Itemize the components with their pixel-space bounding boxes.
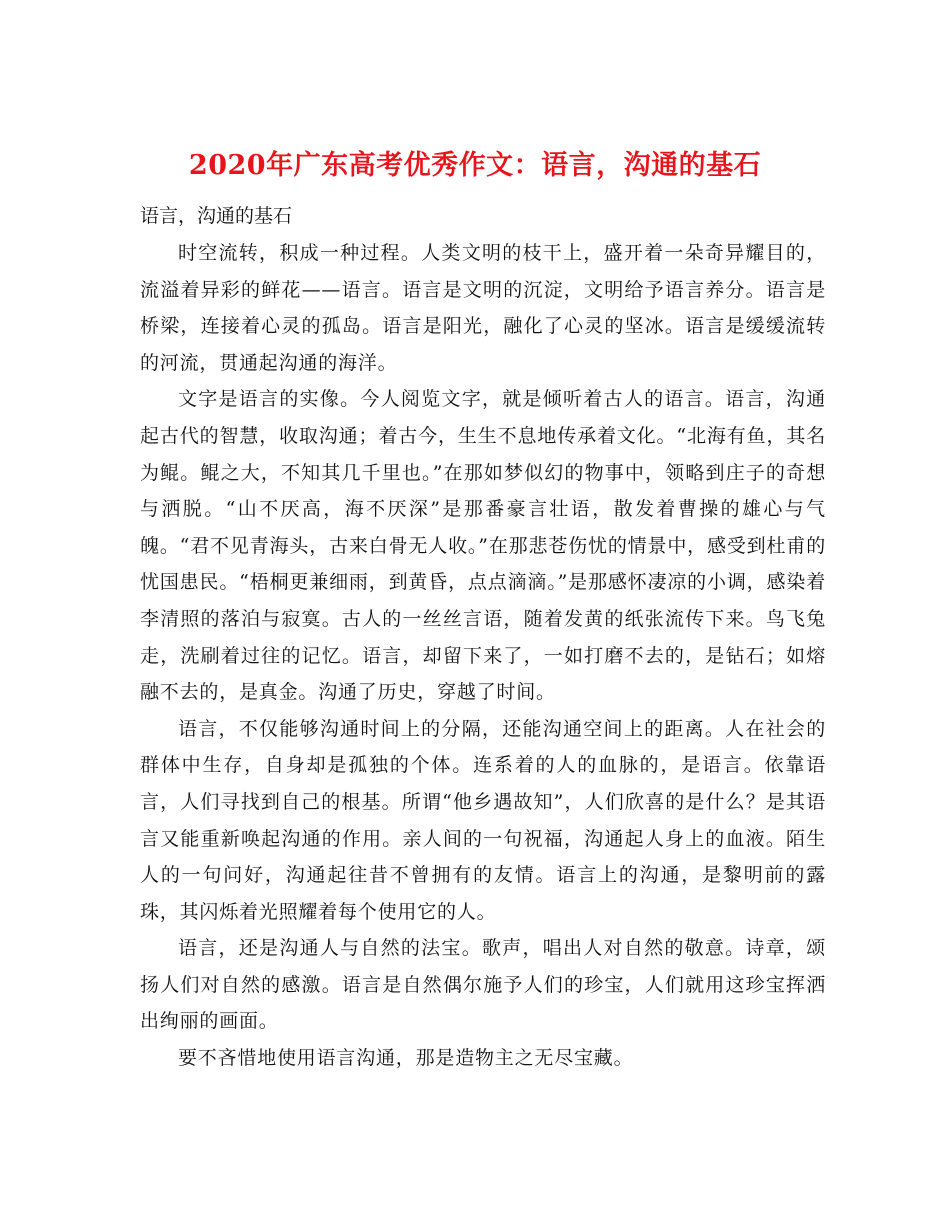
essay-heading: 语言，沟通的基石: [140, 205, 293, 227]
paragraph-4: 语言，还是沟通人与自然的法宝。歌声，唱出人对自然的敬意。诗章，颂扬人们对自然的感激。语言是自然偶尔施予人们的珍宝，人们就用这珍宝挥洒出绚丽的画面。: [140, 937, 826, 1033]
essay-body: [140, 198, 826, 1077]
paragraph-1: 时空流转，积成一种过程。人类文明的枝干上，盛开着一朵奇异耀目的，流溢着异彩的鲜花——语言。语言是文明的沉淀，文明给予语言养分。语言是桥梁，连接着心灵的孤岛。语言是阳光，融化了心灵的坚冰。语言是缓缓流转的河流，贯通起沟通的海洋。: [140, 242, 826, 374]
paragraph-3: 语言，不仅能够沟通时间上的分隔，还能沟通空间上的距离。人在社会的群体中生存，自身却是孤独的个体。连系着的人的血脉的，是语言。依靠语言，人们寻找到自己的根基。所谓“他乡遇故知”，人们欣喜的是什么？是其语言又能重新唤起沟通的作用。亲人间的一句祝福，沟通起人身上的血液。陌生人的一句问好，沟通起往昔不曾拥有的友情。语言上的沟通，是黎明前的露珠，其闪烁着光照耀着每个使用它的人。: [140, 717, 826, 923]
paragraph-2: 文字是语言的实像。今人阅览文字，就是倾听着古人的语言。语言，沟通起古代的智慧，收取沟通；着古今，生生不息地传承着文化。“北海有鱼，其名为鲲。鲲之大，不知其几千里也。”在那如梦似幻的物事中，领略到庄子的奇想与洒脱。“山不厌高，海不厌深”是那番豪言壮语，散发着曹操的雄心与气魄。“君不见青海头，古来白骨无人收。”在那悲苍伤忧的情景中，感受到杜甫的忧国患民。“梧桐更兼细雨，到黄昏，点点滴滴。”是那感怀凄凉的小调，感染着李清照的落泊与寂寞。古人的一丝丝言语，随着发黄的纸张流传下来。鸟飞兔走，洗刷着过往的记忆。语言，却留下来了，一如打磨不去的，是钻石；如熔融不去的，是真金。沟通了历史，穿越了时间。: [140, 388, 826, 704]
paragraph-5: 要不吝惜地使用语言沟通，那是造物主之无尽宝藏。: [178, 1047, 634, 1070]
document-title: 2020年广东高考优秀作文：语言，沟通的基石: [188, 150, 762, 182]
